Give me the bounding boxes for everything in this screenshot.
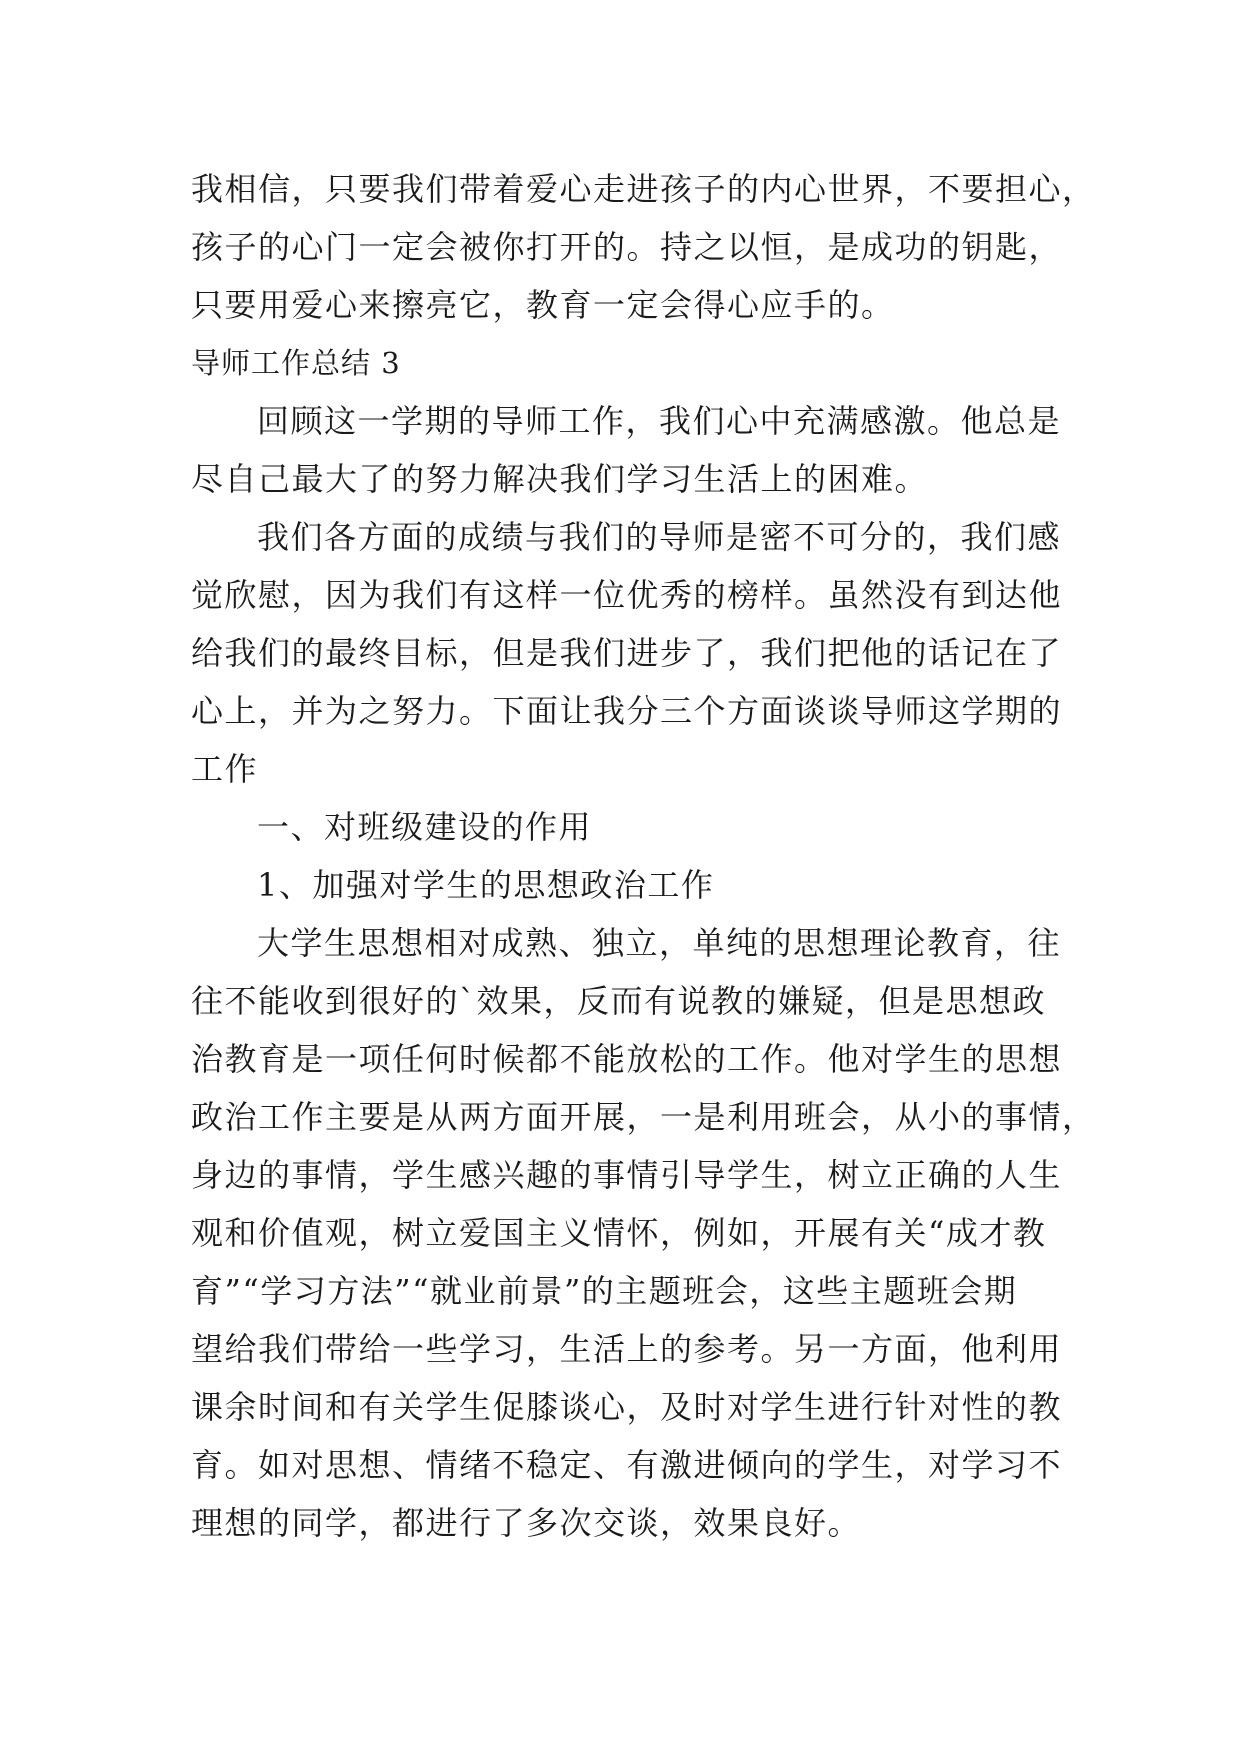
text-line: 往不能收到很好的`效果，反而有说教的嫌疑，但是思想政: [191, 982, 1047, 1020]
text-line: 身边的事情，学生感兴趣的事情引导学生，树立正确的人生: [191, 1156, 1063, 1194]
text-line: 望给我们带给一些学习，生活上的参考。另一方面，他利用: [191, 1330, 1063, 1368]
text-line: 孩子的心门一定会被你打开的。持之以恒，是成功的钥匙，: [191, 228, 1063, 266]
document-body: [191, 160, 1096, 1552]
text-line: 一、对班级建设的作用: [257, 808, 593, 846]
text-line: 大学生思想相对成熟、独立，单纯的思想理论教育，往: [257, 924, 1062, 962]
text-line: 工作: [191, 750, 259, 788]
text-line: 我们各方面的成绩与我们的导师是密不可分的，我们感: [257, 518, 1062, 556]
text-line: 理想的同学，都进行了多次交谈，效果良好。: [191, 1504, 862, 1542]
text-line: 给我们的最终目标，但是我们进步了，我们把他的话记在了: [191, 634, 1063, 672]
text-line: 只要用爱心来擦亮它，教育一定会得心应手的。: [191, 286, 895, 324]
text-line: 育。如对思想、情绪不稳定、有激进倾向的学生，对学习不: [191, 1446, 1063, 1484]
text-line: 育”“学习方法”“就业前景”的主题班会，这些主题班会期: [191, 1272, 1018, 1310]
text-line: 课余时间和有关学生促膝谈心，及时对学生进行针对性的教: [191, 1388, 1063, 1426]
text-line: 尽自己最大了的努力解决我们学习生活上的困难。: [191, 460, 929, 498]
text-line: 治教育是一项任何时候都不能放松的工作。他对学生的思想: [191, 1040, 1063, 1078]
text-line: 觉欣慰，因为我们有这样一位优秀的榜样。虽然没有到达他: [191, 576, 1063, 614]
section-heading: 导师工作总结 3: [191, 346, 401, 380]
text-line: 政治工作主要是从两方面开展，一是利用班会，从小的事情，: [191, 1098, 1096, 1136]
text-line: 1、加强对学生的思想政治工作: [257, 866, 715, 904]
text-line: 我相信，只要我们带着爱心走进孩子的内心世界，不要担心，: [191, 170, 1096, 208]
text-line: 心上，并为之努力。下面让我分三个方面谈谈导师这学期的: [191, 692, 1063, 730]
text-line: 回顾这一学期的导师工作，我们心中充满感激。他总是: [257, 402, 1062, 440]
text-line: 观和价值观，树立爱国主义情怀，例如，开展有关“成才教: [191, 1214, 1047, 1252]
